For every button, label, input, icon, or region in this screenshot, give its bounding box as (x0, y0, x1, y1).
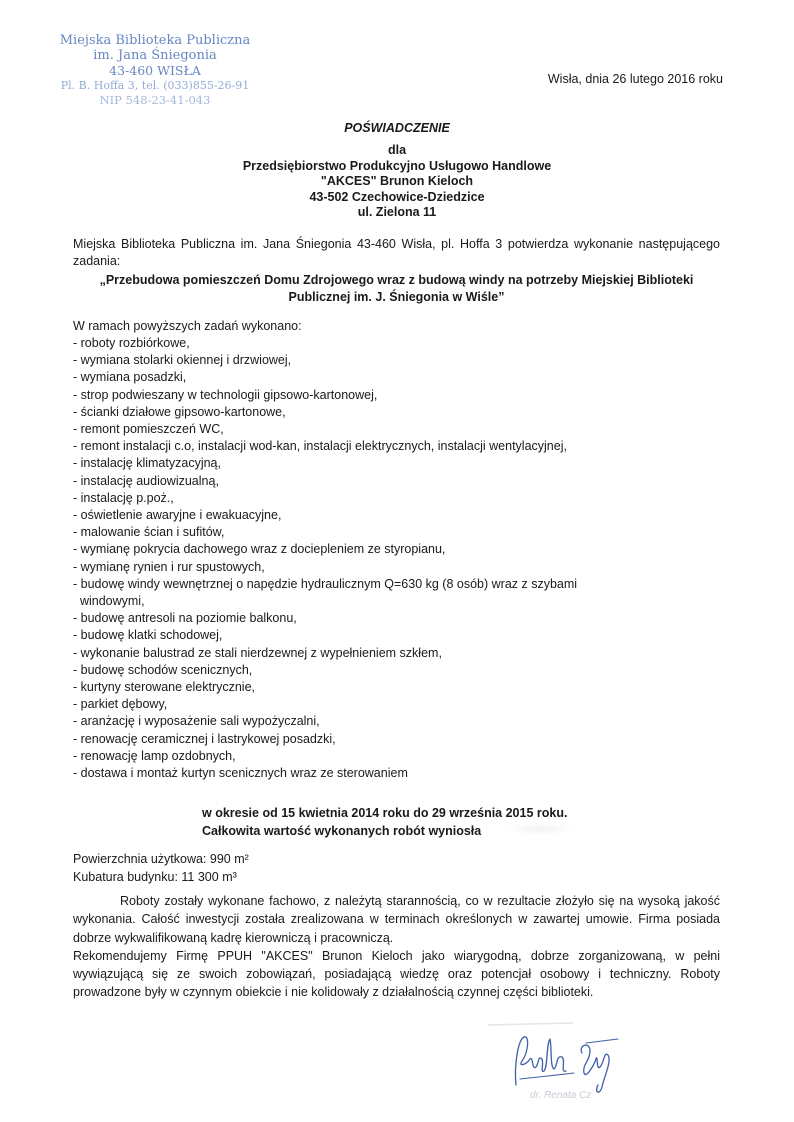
list-item: - oświetlenie awaryjne i ewakuacyjne, (73, 508, 282, 523)
list-item: - instalację p.poż., (73, 490, 174, 505)
list-item: - instalację audiowizualną, (73, 473, 219, 488)
recipient-street: ul. Zielona 11 (357, 205, 437, 219)
list-item: - aranżację i wyposażenie sali wypożyczalni, (73, 714, 320, 729)
document-title: POŚWIADCZENIE (344, 121, 450, 135)
total-value-line: Całkowita wartość wykonanych robót wyniosła (202, 824, 482, 838)
scope-list (73, 335, 673, 782)
recipient-for: dla (387, 143, 407, 157)
recipient-block (0, 143, 794, 221)
stamp-line-patron: im. Jana Śniegonia (93, 48, 217, 63)
list-item: - roboty rozbiórkowe, (73, 336, 190, 350)
list-item: - wymianę pokrycia dachowego wraz z dociepleniem ze styropianu, (73, 542, 446, 557)
list-item: - wymiana posadzki, (73, 370, 187, 385)
list-item: - dostawa i montaż kurtyn scenicznych wraz ze sterowaniem (73, 766, 408, 781)
stamp-line-name: Miejska Biblioteka Publiczna (59, 33, 251, 48)
list-item: - kurtyny sterowane elektrycznie, (73, 680, 256, 695)
list-item: - strop podwieszany w technologii gipsowo-kartonowej, (73, 387, 378, 402)
list-item: - renowację ceramicznej i lastrykowej posadzki, (73, 731, 336, 746)
scope-heading: W ramach powyższych zadań wykonano: (73, 319, 302, 333)
list-item: - budowę antresoli na poziomie balkonu, (73, 611, 297, 626)
list-item: - parkiet dębowy, (73, 697, 168, 712)
quality-paragraph: Roboty zostały wykonane fachowo, z należytą starannością, co w rezultacie złożyło się na wysoką jakość wykonania. Całość inwestycji została zrealizowana w terminach określonych w zawartej umowie. Firma posiada dobrze wykwalifikowaną kadrę kierowniczą i pracowniczą. (73, 894, 720, 945)
recipient-postal-city: 43-502 Czechowice-Dziedzice (309, 189, 485, 204)
recommendation-paragraph: Rekomendujemy Firmę PPUH "AKCES" Brunon Kieloch jako wiarygodną, dobrze zorganizowaną, w pełni wywiązującą się ze swoich zobowiązań, posiadającą wiedzę oraz potencjał osobowy i techniczny. Roboty prowadzone były w czynnym obiekcie i nie kolidowały z działalnością czynnej części biblioteki. (73, 948, 720, 1000)
task-title: „Przebudowa pomieszczeń Domu Zdrojowego wraz z budową windy na potrzeby Miejskiej Biblioteki Publicznej im. J. Śniegonia w Wiśle” (99, 273, 694, 304)
list-item: - budowę klatki schodowej, (73, 628, 223, 643)
signature-name-stamp: dr. Renata Cz (530, 1090, 592, 1101)
redacted-value (505, 822, 575, 836)
stamp-line-city: 43-460 WISŁA (109, 63, 201, 78)
period-dates: w okresie od 15 kwietnia 2014 roku do 29 września 2015 roku. (202, 806, 568, 820)
intro-paragraph: Miejska Biblioteka Publiczna im. Jana Śniegonia 43-460 Wisła, pl. Hoffa 3 potwierdza wykonanie następującego zadania: (73, 237, 720, 268)
stamp-line-nip: NIP 548-23-41-043 (99, 93, 211, 107)
usable-area: Powierzchnia użytkowa: 990 m² (73, 852, 249, 866)
list-item: - malowanie ścian i sufitów, (73, 525, 225, 540)
signature (478, 1015, 638, 1110)
list-item: - budowę windy wewnętrznej o napędzie hydraulicznym Q=630 kg (8 osób) wraz z szybami (73, 576, 578, 591)
list-item: - remont instalacji c.o, instalacji wod-kan, instalacji elektrycznych, instalacji wentylacyjnej, (73, 439, 567, 454)
building-data (73, 850, 249, 886)
stamp-line-address: Pl. B. Hoffa 3, tel. (033)855-26-91 (60, 79, 250, 92)
list-item: - budowę schodów scenicznych, (73, 662, 253, 677)
list-item: - remont pomieszczeń WC, (73, 422, 224, 437)
closing-paragraphs (73, 892, 720, 1002)
list-item: - ścianki działowe gipsowo-kartonowe, (73, 404, 286, 419)
building-volume: Kubatura budynku: 11 300 m³ (73, 870, 237, 884)
list-item: - instalację klimatyzacyjną, (73, 456, 221, 471)
list-item: - wykonanie balustrad ze stali nierdzewnej z wypełnieniem szkłem, (73, 645, 442, 660)
document-date: Wisła, dnia 26 lutego 2016 roku (547, 72, 723, 86)
library-stamp (40, 33, 270, 108)
recipient-company-type: Przedsiębiorstwo Produkcyjno Usługowo Handlowe (242, 158, 552, 173)
list-item: windowymi, (73, 594, 145, 609)
list-item: - renowację lamp ozdobnych, (73, 748, 236, 763)
list-item: - wymiana stolarki okiennej i drzwiowej, (73, 353, 292, 368)
recipient-company-name: "AKCES" Brunon Kieloch (320, 174, 474, 188)
list-item: - wymianę rynien i rur spustowych, (73, 559, 265, 574)
